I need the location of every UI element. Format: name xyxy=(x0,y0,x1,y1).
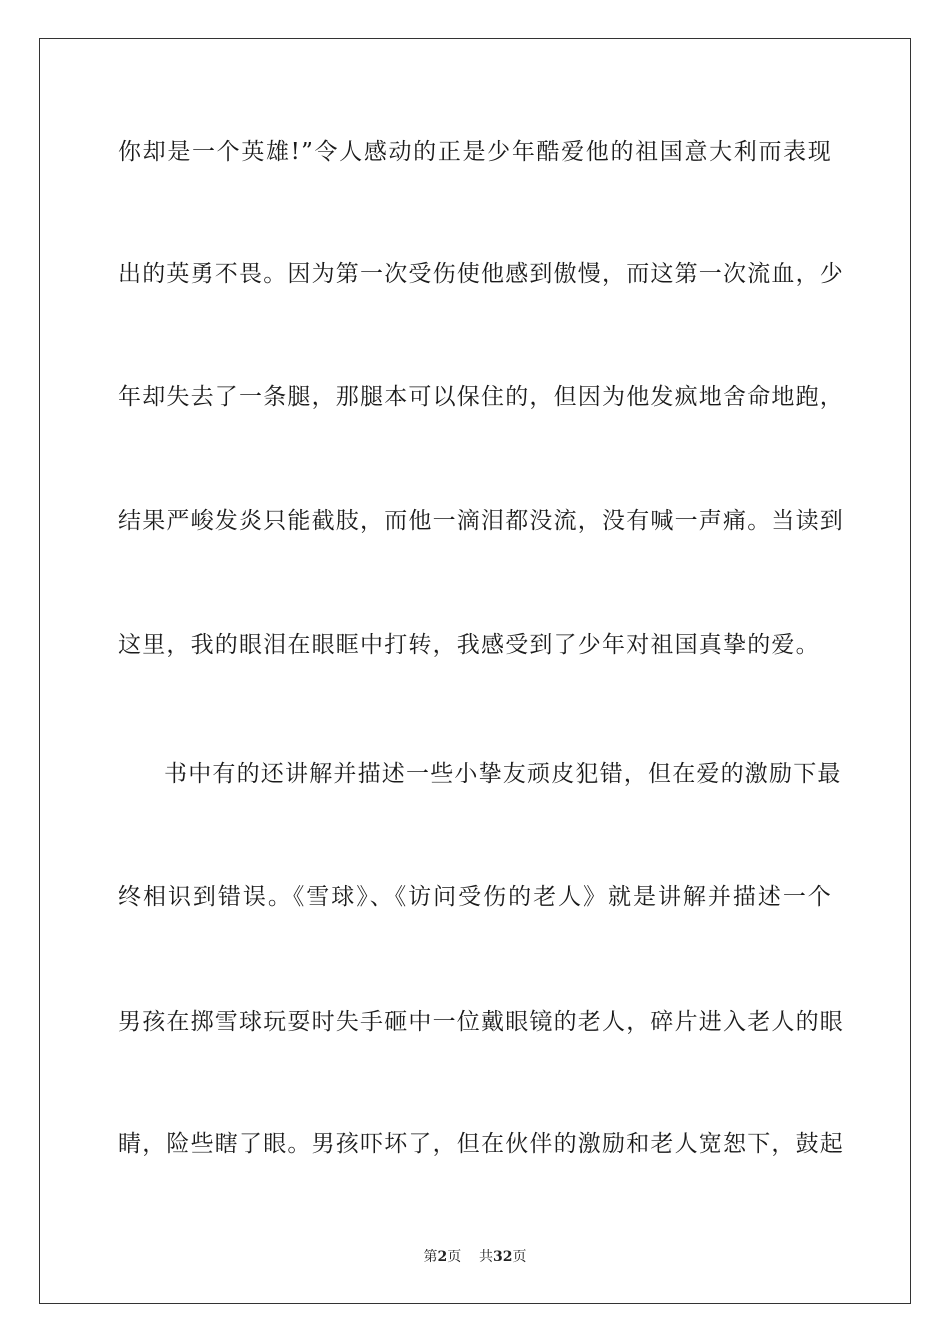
text-line: 结果严峻发炎只能截肢，而他一滴泪都没流，没有喊一声痛。当读到 xyxy=(118,508,844,534)
paragraph-first-line: 书中有的还讲解并描述一些小挚友顽皮犯错，但在爱的激励下最 xyxy=(164,761,842,787)
current-page-number: 2 xyxy=(437,1249,448,1265)
total-label-suffix: 页 xyxy=(512,1249,527,1265)
page-label-prefix: 第 xyxy=(423,1249,438,1265)
text-line: 男孩在掷雪球玩耍时失手砸中一位戴眼镜的老人，碎片进入老人的眼 xyxy=(118,1009,844,1035)
text-line: 终相识到错误。《雪球》、《访问受伤的老人》就是讲解并描述一个 xyxy=(118,884,832,910)
page-footer xyxy=(0,1248,950,1266)
text-line: 年却失去了一条腿，那腿本可以保住的，但因为他发疯地舍命地跑， xyxy=(118,384,844,410)
text-line: 出的英勇不畏。因为第一次受伤使他感到傲慢，而这第一次流血，少 xyxy=(118,261,844,287)
total-page-count: 32 xyxy=(493,1249,513,1265)
page-label-suffix: 页 xyxy=(447,1249,462,1265)
text-line: 睛，险些瞎了眼。男孩吓坏了，但在伙伴的激励和老人宽恕下，鼓起 xyxy=(118,1131,844,1157)
total-label-prefix: 共 xyxy=(479,1249,494,1265)
page-border xyxy=(39,38,911,1304)
text-line: 你却是一个英雄!”令人感动的正是少年酷爱他的祖国意大利而表现 xyxy=(118,139,832,165)
text-line: 这里，我的眼泪在眼眶中打转，我感受到了少年对祖国真挚的爱。 xyxy=(118,632,820,658)
